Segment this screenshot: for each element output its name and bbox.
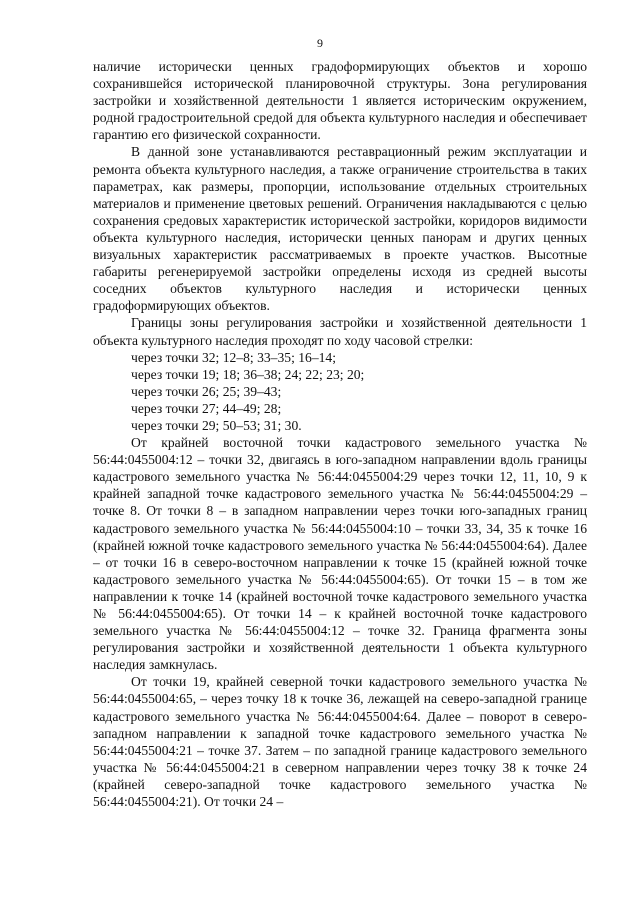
document-body — [93, 58, 587, 810]
route-line: через точки 32; 12–8; 33–35; 16–14; — [131, 349, 337, 365]
route-line: через точки 19; 18; 36–38; 24; 22; 23; 20; — [131, 366, 365, 382]
route-line: через точки 26; 25; 39–43; — [131, 383, 282, 399]
paragraph: От крайней восточной точки кадастрового земельного участка № 56:44:0455004:12 – точки 32, двигаясь в юго-западном направлении вдоль границы кадастрового земельного участка № 56:44:0455004:29 через точки 12, 11, 10, 9 к крайней западной точке кадастрового земельного участка № 56:44:0455004:29 – точке 8. От точки 8 – в западном направлении через точки юго-западных границ кадастрового земельного участка № 56:44:0455004:10 – точки 33, 34, 35 к точке 16 (крайней южной точке кадастрового земельного участка № 56:44:0455004:64). Далее – от точки 16 в северо-восточном направлении к точке 15 (крайней южной точке кадастрового земельного участка № 56:44:0455004:65). От точки 15 – в том же направлении к точке 14 (крайней восточной точке кадастрового земельного участка № 56:44:0455004:65). От точки 14 – к крайней восточной точке кадастрового земельного участка № 56:44:0455004:12 – точке 32. Граница фрагмента зоны регулирования застройки и хозяйственной деятельности 1 объекта культурного наследия замкнулась. — [93, 435, 587, 673]
paragraph: наличие исторически ценных градоформирующих объектов и хорошо сохранившейся исторической планировочной структуры. Зона регулирования застройки и хозяйственной деятельности 1 является историческим окружением, родной градостроительной средой для объекта культурного наследия и обеспечивает гарантию его физической сохранности. — [93, 59, 587, 143]
paragraph: В данной зоне устанавливаются реставрационный режим эксплуатации и ремонта объекта культурного наследия, а также ограничение строительства в таких параметрах, как размеры, пропорции, использование отдельных строительных материалов и применение цветовых решений. Ограничения накладываются с целью сохранения средовых характеристик исторической застройки, коридоров видимости объекта культурного наследия, исторически ценных панорам и других ценных визуальных характеристик рассматриваемых в проекте участков. Высотные габариты регенерируемой застройки определены исходя из средней высоты соседних объектов культурного наследия и исторически ценных градоформирующих объектов. — [93, 144, 587, 314]
route-line: через точки 29; 50–53; 31; 30. — [131, 417, 302, 433]
route-line: через точки 27; 44–49; 28; — [131, 400, 282, 416]
paragraph: Границы зоны регулирования застройки и хозяйственной деятельности 1 объекта культурного наследия проходят по ходу часовой стрелки: — [93, 315, 587, 348]
paragraph: От точки 19, крайней северной точки кадастрового земельного участка № 56:44:0455004:65, – через точку 18 к точке 36, лежащей на северо-западной границе кадастрового земельного участка № 56:44:0455004:64. Далее – поворот в северо-западном направлении к западной точке кадастрового земельного участка № 56:44:0455004:21 – точке 37. Затем – по западной границе кадастрового земельного участка № 56:44:0455004:21 в северном направлении через точку 38 к точке 24 (крайней северо-западной точке кадастрового земельного участка № 56:44:0455004:21). От точки 24 – — [93, 674, 587, 810]
page-number: 9 — [317, 36, 323, 50]
